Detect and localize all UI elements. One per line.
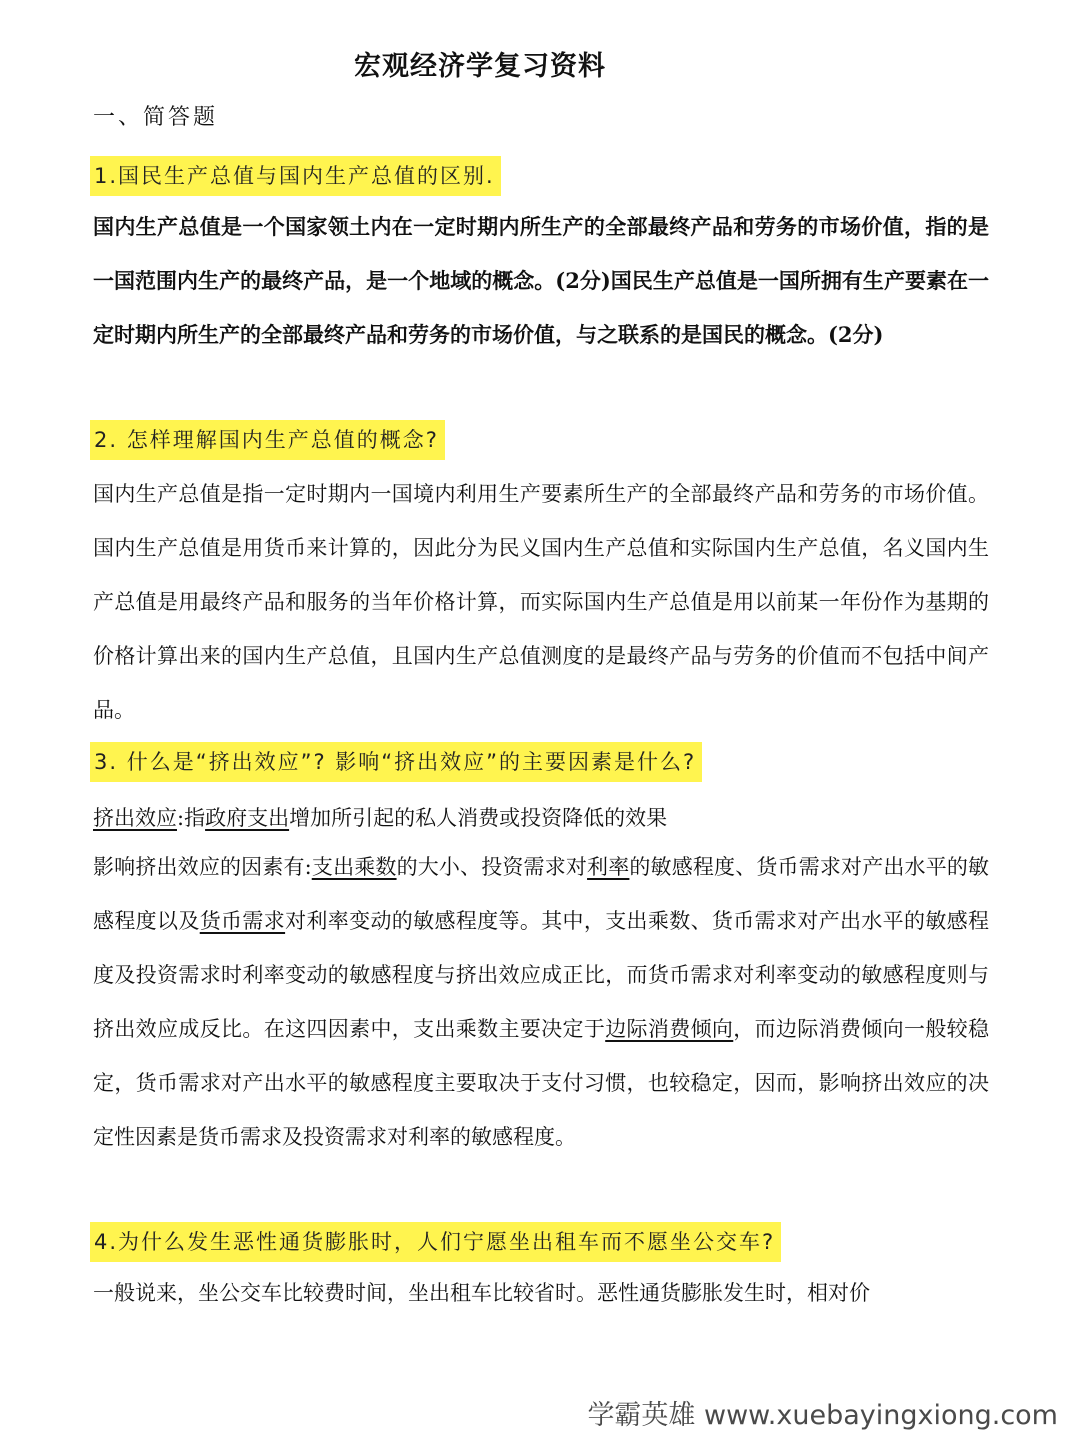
watermark-footer: 学霸英雄 www.xuebayingxiong.com	[587, 1400, 1058, 1431]
term-money-demand: 货币需求	[199, 909, 286, 933]
answer-3-factors: 影响挤出效应的因素有:支出乘数的大小、投资需求对利率的敏感程度、货币需求对产出水平的敏感程度以及货币需求对利率变动的敏感程度等。其中，支出乘数、货币需求对产出水平的敏感程度及投资需求时利率变动的敏感程度与挤出效应成正比，而货币需求对利率变动的敏感程度则与挤出效应成反比。在这四因素中，支出乘数主要决定于边际消费倾向，而边际消费倾向一般较稳定，货币需求对产出水平的敏感程度主要取决于支付习惯，也较稳定，因而，影响挤出效应的决定性因素是货币需求及投资需求对利率的敏感程度。	[93, 855, 990, 1149]
term-marginal-propensity: 边际消费倾向	[605, 1017, 734, 1041]
crowding-out-definition: 挤出效应:指政府支出增加所引起的私人消费或投资降低的效果	[93, 806, 668, 830]
term-spending-multiplier: 支出乘数	[311, 855, 397, 879]
answer-1: 国内生产总值是一个国家领土内在一定时期内所生产的全部最终产品和劳务的市场价值，指的是一国范围内生产的最终产品，是一个地域的概念。(2分)国民生产总值是一国所拥有生产要素在一定时期内所生产的全部最终产品和劳务的市场价值，与之联系的是国民的概念。(2分)	[93, 214, 989, 347]
term-crowding-out: 挤出效应	[93, 806, 177, 830]
term-interest-rate: 利率	[587, 855, 630, 879]
question-2: 2. 怎样理解国内生产总值的概念?	[90, 420, 445, 460]
answer-4: 一般说来，坐公交车比较费时间，坐出租车比较省时。恶性通货膨胀发生时，相对价	[93, 1281, 870, 1305]
question-4: 4.为什么发生恶性通货膨胀时，人们宁愿坐出租车而不愿坐公交车?	[90, 1222, 781, 1262]
term-government-spending: 政府支出	[205, 806, 290, 830]
question-3: 3. 什么是“挤出效应”? 影响“挤出效应”的主要因素是什么?	[90, 742, 702, 782]
section-heading: 一、简答题	[93, 105, 219, 130]
question-1: 1.国民生产总值与国内生产总值的区别.	[90, 156, 501, 196]
answer-2: 国内生产总值是指一定时期内一国境内利用生产要素所生产的全部最终产品和劳务的市场价值。国内生产总值是用货币来计算的，因此分为民义国内生产总值和实际国内生产总值，名义国内生产总值是用最终产品和服务的当年价格计算，而实际国内生产总值是用以前某一年份作为基期的价格计算出来的国内生产总值，且国内生产总值测度的是最终产品与劳务的价值而不包括中间产品。	[93, 482, 989, 722]
page-title: 宏观经济学复习资料	[354, 51, 606, 82]
